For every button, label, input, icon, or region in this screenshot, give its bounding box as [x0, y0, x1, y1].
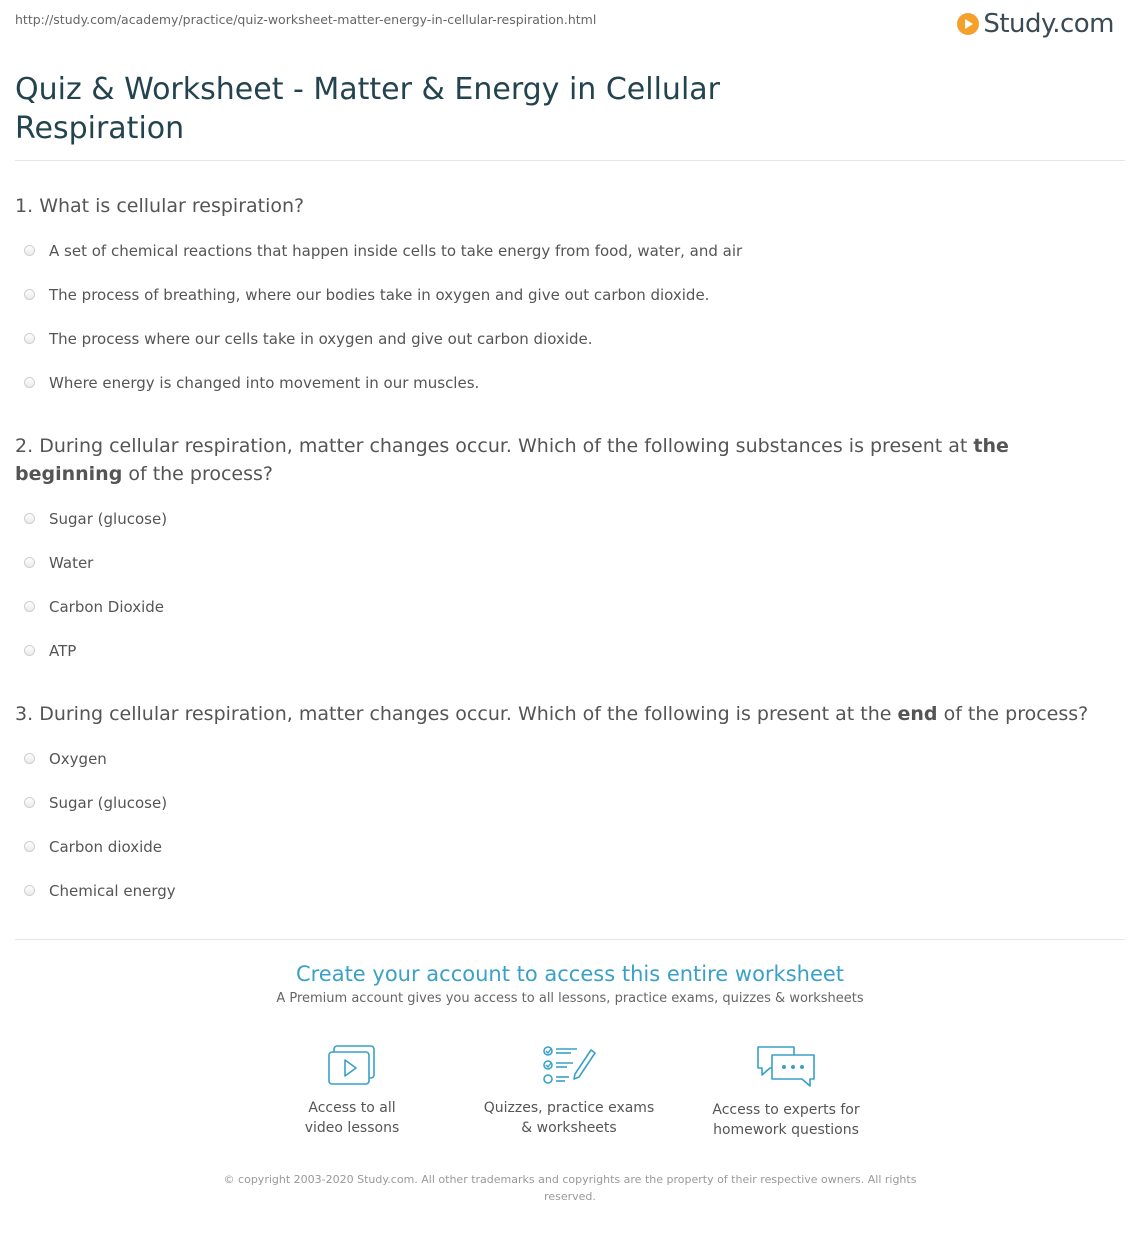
page-url: http://study.com/academy/practice/quiz-worksheet-matter-energy-in-cellular-respiration.html [15, 12, 597, 27]
radio-button[interactable] [24, 333, 35, 344]
answer-option[interactable] [15, 364, 1120, 408]
answer-option[interactable] [15, 872, 1120, 916]
radio-button[interactable] [24, 289, 35, 300]
answer-options [15, 500, 1120, 676]
radio-button[interactable] [24, 841, 35, 852]
option-label: Where energy is changed into movement in our muscles. [49, 374, 480, 392]
question-text [15, 192, 1120, 220]
title-divider [15, 160, 1125, 161]
radio-button[interactable] [24, 885, 35, 896]
question-2 [15, 432, 1120, 676]
option-label: The process of breathing, where our bodies take in oxygen and give out carbon dioxide. [49, 286, 710, 304]
feature-label-line: Access to experts for [712, 1102, 860, 1118]
feature-label-line: video lessons [304, 1120, 400, 1136]
radio-button[interactable] [24, 513, 35, 524]
question-text [15, 700, 1120, 728]
feature-label-line: homework questions [713, 1122, 859, 1138]
feature-video-lessons [252, 1044, 452, 1138]
question-1 [15, 192, 1120, 408]
cta-subtitle: A Premium account gives you access to all lessons, practice exams, quizzes & worksheets [276, 991, 864, 1006]
feature-label-line: Quizzes, practice exams [483, 1100, 655, 1116]
question-prompt: During cellular respiration, matter changes occur. Which of the following is present at the [39, 703, 898, 725]
answer-option[interactable] [15, 320, 1120, 364]
logo-text: Study.com [983, 9, 1114, 39]
question-3 [15, 700, 1120, 916]
question-text [15, 432, 1120, 488]
radio-button[interactable] [24, 377, 35, 388]
feature-label-line: & worksheets [521, 1120, 617, 1136]
radio-button[interactable] [24, 645, 35, 656]
answer-option[interactable] [15, 232, 1120, 276]
answer-options [15, 232, 1120, 408]
answer-option[interactable] [15, 784, 1120, 828]
feature-label [252, 1098, 452, 1138]
question-prompt: What is cellular respiration? [39, 195, 305, 217]
option-label: Carbon Dioxide [49, 598, 165, 616]
answer-option[interactable] [15, 544, 1120, 588]
option-label: Sugar (glucose) [49, 510, 168, 528]
play-circle-icon [957, 13, 979, 35]
page-title: Quiz & Worksheet - Matter & Energy in Cellular Respiration [15, 72, 720, 146]
question-prompt-end: of the process? [937, 703, 1089, 725]
question-emphasis: the beginning [15, 435, 1009, 485]
option-label: Water [49, 554, 94, 572]
study-logo[interactable] [957, 8, 1114, 40]
feature-quizzes [469, 1044, 669, 1138]
premium-cta [0, 962, 1140, 1006]
radio-button[interactable] [24, 557, 35, 568]
feature-label [686, 1100, 886, 1140]
answer-option[interactable] [15, 276, 1120, 320]
question-number: 3. [15, 703, 34, 725]
radio-button[interactable] [24, 245, 35, 256]
option-label: Oxygen [49, 750, 107, 768]
question-emphasis: end [897, 703, 938, 725]
answer-option[interactable] [15, 740, 1120, 784]
option-label: A set of chemical reactions that happen inside cells to take energy from food, water, and air [49, 242, 743, 260]
option-label: Sugar (glucose) [49, 794, 168, 812]
option-label: ATP [49, 642, 77, 660]
feature-label-line: Access to all [308, 1100, 396, 1116]
copyright-notice: © copyright 2003-2020 Study.com. All other trademarks and copyrights are the property of their respective owners. All rights reserved. [223, 1173, 917, 1203]
radio-button[interactable] [24, 797, 35, 808]
question-prompt: During cellular respiration, matter changes occur. Which of the following substances is present at [39, 435, 974, 457]
video-lessons-icon [326, 1044, 378, 1088]
radio-button[interactable] [24, 753, 35, 764]
chat-bubbles-icon [754, 1044, 818, 1090]
answer-option[interactable] [15, 632, 1120, 676]
quiz-checklist-icon [541, 1044, 597, 1088]
question-number: 2. [15, 435, 34, 457]
radio-button[interactable] [24, 601, 35, 612]
answer-option[interactable] [15, 500, 1120, 544]
feature-experts [686, 1044, 886, 1140]
option-label: Carbon dioxide [49, 838, 163, 856]
option-label: Chemical energy [49, 882, 176, 900]
option-label: The process where our cells take in oxygen and give out carbon dioxide. [49, 330, 593, 348]
feature-label [469, 1098, 669, 1138]
answer-options [15, 740, 1120, 916]
cta-divider [15, 939, 1125, 940]
answer-option[interactable] [15, 588, 1120, 632]
question-number: 1. [15, 195, 34, 217]
create-account-link[interactable]: Create your account to access this entire worksheet [295, 962, 845, 986]
answer-option[interactable] [15, 828, 1120, 872]
question-prompt-end: of the process? [122, 463, 274, 485]
